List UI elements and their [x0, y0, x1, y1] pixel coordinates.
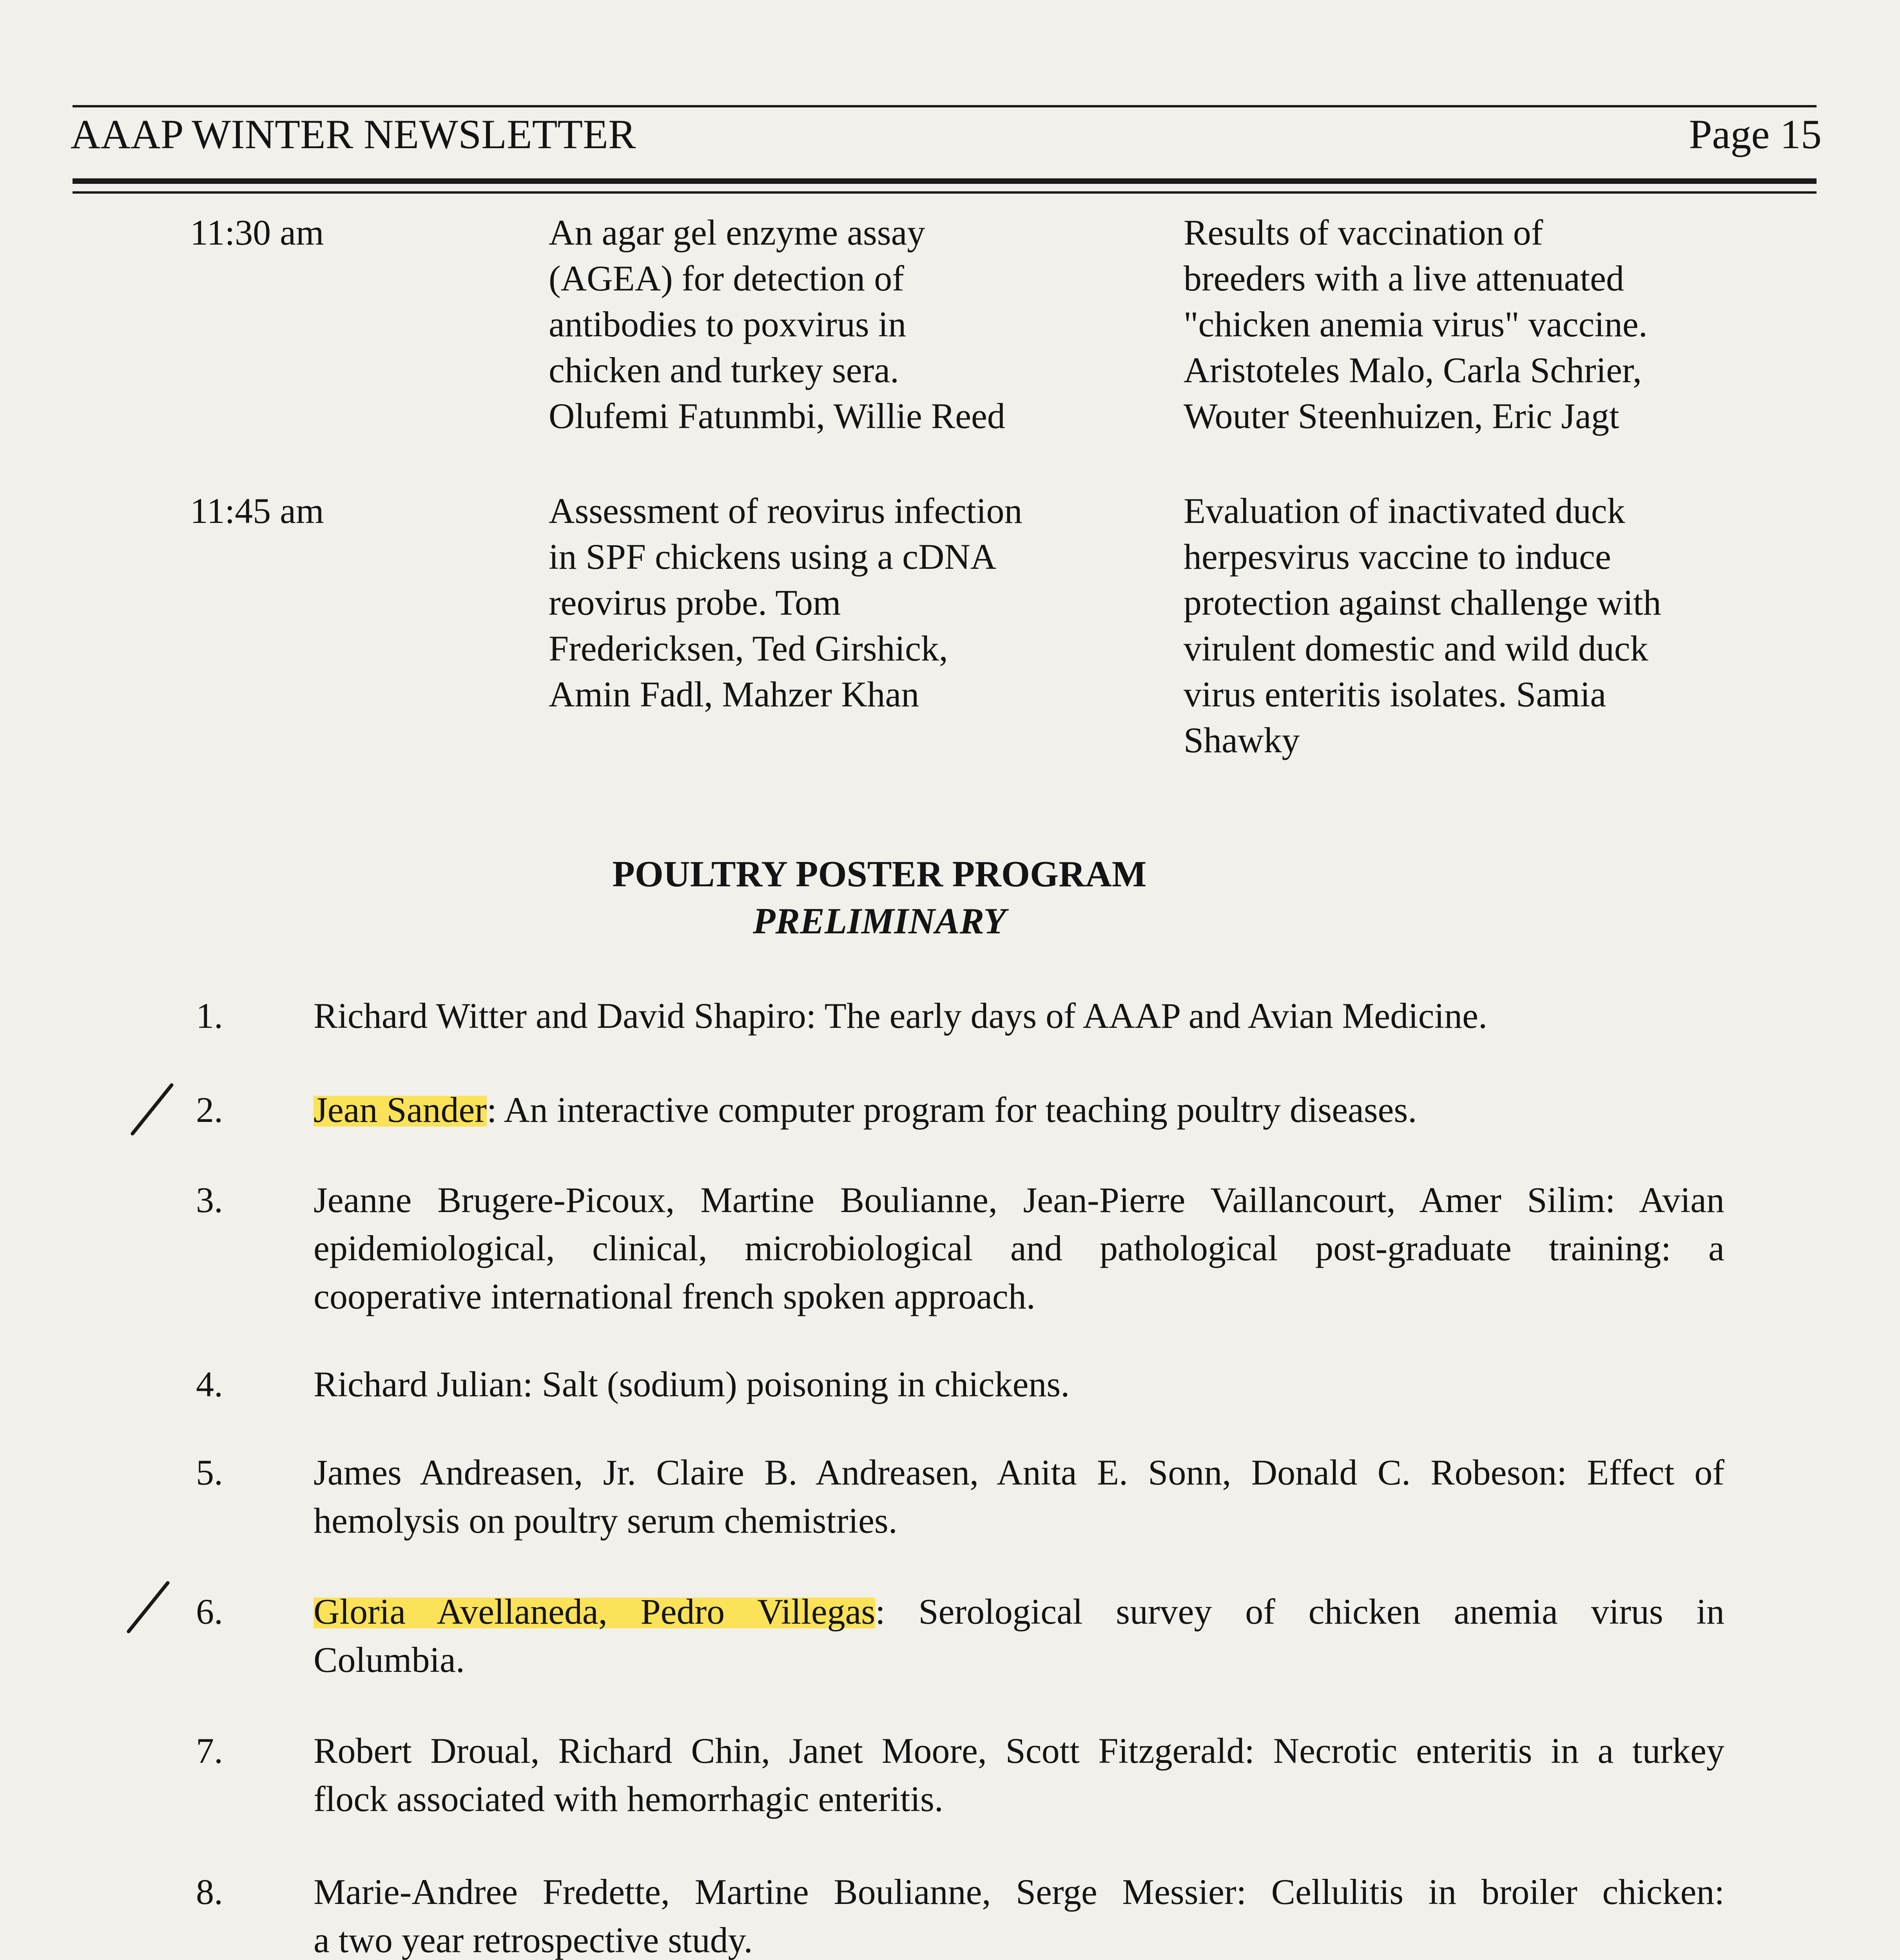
- session-abstract-right: [1184, 210, 1756, 439]
- item-authors: Marie-Andree Fredette, Martine Boulianne, Serge Messier: [314, 1872, 1236, 1912]
- item-authors-highlighted: Gloria Avellaneda, Pedro Villegas: [314, 1592, 876, 1632]
- item-title: Salt (sodium) poisoning in chickens.: [542, 1364, 1070, 1404]
- abstract-line: reovirus probe. Tom: [549, 583, 841, 622]
- item-number: 1.: [196, 996, 223, 1036]
- abstract-line: chicken and turkey sera.: [549, 350, 899, 390]
- item-authors: Robert Droual, Richard Chin, Janet Moore, Scott Fitzgerald: [314, 1731, 1245, 1771]
- item-authors: James Andreasen, Jr. Claire B. Andreasen, Anita E. Sonn, Donald C. Robeson: [314, 1452, 1557, 1492]
- abstract-line: Results of vaccination of: [1184, 212, 1543, 252]
- session-abstract-left: [549, 210, 1090, 439]
- item-title: Serological survey of chicken anemia virus in: [918, 1592, 1724, 1632]
- item-text: Jean Sander: An interactive computer program for teaching poultry diseases.: [314, 1090, 1417, 1130]
- item-text: Richard Julian: Salt (sodium) poisoning in chickens.: [314, 1364, 1070, 1404]
- check-mark-icon: [129, 1082, 176, 1137]
- item-title: cooperative international french spoken approach.: [314, 1276, 1035, 1316]
- item-title: Necrotic enteritis in a turkey: [1273, 1731, 1725, 1771]
- newsletter-title: AAAP WINTER NEWSLETTER: [71, 111, 636, 157]
- header-top-rule: [73, 105, 1817, 107]
- abstract-line: An agar gel enzyme assay: [549, 212, 925, 252]
- item-authors: Jeanne Brugere-Picoux, Martine Boulianne, Jean-Pierre Vaillancourt, Amer Silim: [314, 1180, 1605, 1220]
- item-text: James Andreasen, Jr. Claire B. Andreasen, Anita E. Sonn, Donald C. Robeson: Effect of hemolysis on poultry serum chemistries.: [314, 1448, 1724, 1545]
- item-title: The early days of AAAP and Avian Medicine.: [824, 996, 1487, 1036]
- abstract-line: breeders with a live attenuated: [1184, 258, 1624, 298]
- abstract-line: protection against challenge with: [1184, 583, 1661, 622]
- item-number: 8.: [196, 1872, 223, 1912]
- item-title: flock associated with hemorrhagic enteritis.: [314, 1779, 943, 1819]
- poster-program-heading: [0, 851, 1900, 945]
- session-abstract-right: [1184, 488, 1756, 763]
- item-title: epidemiological, clinical, microbiological and pathological post-graduate training: a: [314, 1228, 1724, 1268]
- poster-program-subtitle: PRELIMINARY: [753, 901, 1006, 942]
- item-text: Marie-Andree Fredette, Martine Boulianne, Serge Messier: Cellulitis in broiler chicken: a two year retrospective study.: [314, 1868, 1724, 1960]
- item-text: Robert Droual, Richard Chin, Janet Moore, Scott Fitzgerald: Necrotic enteritis in a turkey flock associated with hemorrhagic enteritis.: [314, 1727, 1724, 1823]
- session-time: 11:30 am: [190, 212, 324, 252]
- poster-program-title: POULTRY POSTER PROGRAM: [612, 854, 1147, 895]
- session-abstract-left: [549, 488, 1090, 717]
- abstract-line: virus enteritis isolates. Samia: [1184, 674, 1606, 714]
- item-authors: Richard Witter and David Shapiro: [314, 996, 806, 1036]
- abstract-line: Assessment of reovirus infection: [549, 491, 1023, 531]
- abstract-line: virulent domestic and wild duck: [1184, 628, 1648, 668]
- abstract-line: Evaluation of inactivated duck: [1184, 491, 1625, 531]
- page-number: Page 15: [1689, 111, 1822, 157]
- item-title: Cellulitis in broiler chicken:: [1271, 1872, 1725, 1912]
- check-mark-icon: [125, 1580, 172, 1635]
- item-title: Columbia.: [314, 1640, 465, 1680]
- item-text: Jeanne Brugere-Picoux, Martine Boulianne, Jean-Pierre Vaillancourt, Amer Silim: Avian epidemiological, clinical, microbiological and pathological post-graduate training: a cooperative international french spoken approach.: [314, 1176, 1724, 1321]
- item-text: Richard Witter and David Shapiro: The early days of AAAP and Avian Medicine.: [314, 996, 1487, 1036]
- abstract-line: in SPF chickens using a cDNA: [549, 537, 997, 577]
- item-text: Gloria Avellaneda, Pedro Villegas: Serological survey of chicken anemia virus in Columbia.: [314, 1588, 1724, 1684]
- item-authors-highlighted: Jean Sander: [314, 1090, 487, 1130]
- item-number: 4.: [196, 1364, 223, 1404]
- item-number: 6.: [196, 1592, 223, 1632]
- abstract-line: herpesvirus vaccine to induce: [1184, 537, 1611, 577]
- abstract-line: Aristoteles Malo, Carla Schrier,: [1184, 350, 1642, 390]
- session-time: 11:45 am: [190, 491, 324, 531]
- item-number: 7.: [196, 1731, 223, 1771]
- abstract-line: antibodies to poxvirus in: [549, 304, 906, 344]
- abstract-line: Fredericksen, Ted Girshick,: [549, 628, 948, 668]
- header-rule-thin: [73, 191, 1817, 194]
- item-authors: Richard Julian: [314, 1364, 523, 1404]
- item-title: Avian: [1639, 1180, 1725, 1220]
- item-number: 5.: [196, 1452, 223, 1492]
- abstract-line: "chicken anemia virus" vaccine.: [1184, 304, 1648, 344]
- header-rule-thick: [73, 178, 1817, 184]
- abstract-line: (AGEA) for detection of: [549, 258, 904, 298]
- abstract-line: Shawky: [1184, 720, 1300, 760]
- item-number: 2.: [196, 1090, 223, 1130]
- item-title: a two year retrospective study.: [314, 1920, 753, 1960]
- item-number: 3.: [196, 1180, 223, 1220]
- item-title: An interactive computer program for teaching poultry diseases.: [504, 1090, 1417, 1130]
- item-title: hemolysis on poultry serum chemistries.: [314, 1501, 897, 1541]
- abstract-line: Olufemi Fatunmbi, Willie Reed: [549, 396, 1005, 436]
- item-title: Effect of: [1587, 1452, 1725, 1492]
- abstract-line: Wouter Steenhuizen, Eric Jagt: [1184, 396, 1619, 436]
- abstract-line: Amin Fadl, Mahzer Khan: [549, 674, 919, 714]
